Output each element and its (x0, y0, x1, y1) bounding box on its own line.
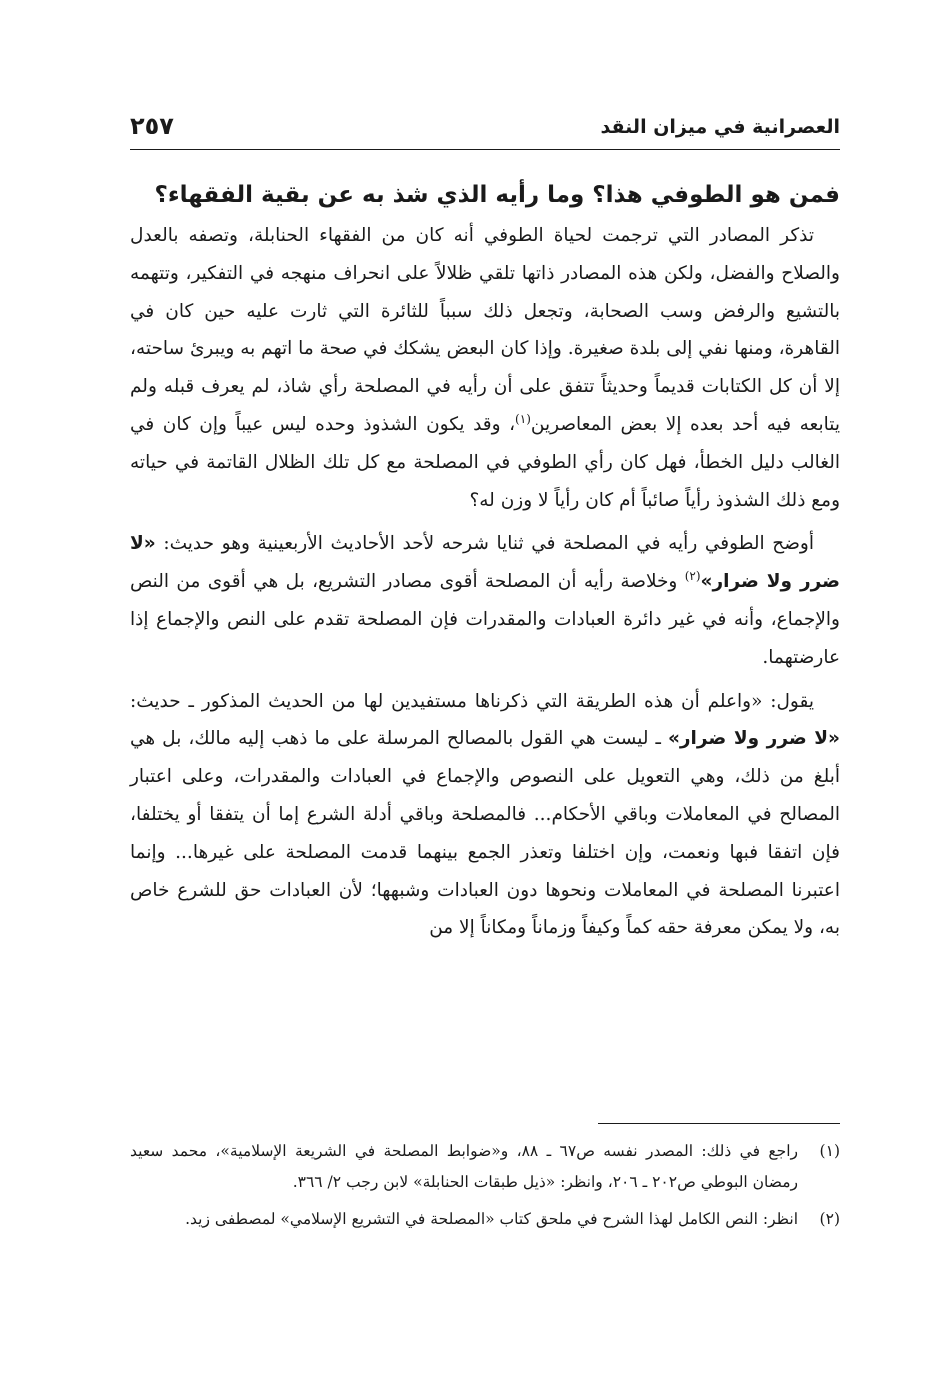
paragraph-1-text-a: تذكر المصادر التي ترجمت لحياة الطوفي أنه كان من الفقهاء الحنابلة، وتصفه بالعدل والصلاح والفضل، ولكن هذه المصادر ذاتها تلقي ظلالاً على انحراف منهجه في التفكير، وتتهمه بالتشيع والرفض وسب الصحابة، وتجعل ذلك سبباً للثائرة التي ثارت عليه حين كان في القاهرة، ومنها نفي إلى بلدة صغيرة. وإذا كان البعض يشكك في صحة ما اتهم به ويبرئ ساحته، إلا أن كل الكتابات قديماً وحديثاً تتفق على أن رأيه في المصلحة رأي شاذ، لم يعرف قبله ولم يتابعه فيه أحد بعده إلا بعض المعاصرين (130, 225, 840, 435)
page-number: ٢٥٧ (130, 112, 174, 140)
hadith-quote: «لا ضرر ولا ضرار» (667, 728, 840, 750)
section-heading: فمن هو الطوفي هذا؟ وما رأيه الذي شذ به عن بقية الفقهاء؟ (154, 182, 840, 208)
footnote-number: (١) (819, 1142, 840, 1160)
footnote-ref-2: (٢) (684, 569, 701, 584)
footnote-number: (٢) (819, 1210, 840, 1228)
paragraph-3-text-a: يقول: «واعلم أن هذه الطريقة التي ذكرناها مستفيدين لها من الحديث المذكور ـ حديث: (130, 690, 814, 712)
footnotes (130, 1136, 840, 1241)
footnote-1 (130, 1136, 840, 1198)
footnote-separator (598, 1123, 840, 1124)
paragraph-2-text-a: أوضح الطوفي رأيه في المصلحة في ثنايا شرحه لأحد الأحاديث الأربعينية وهو حديث: (155, 533, 814, 555)
running-title: العصرانية في ميزان النقد (600, 116, 840, 138)
paragraph-3 (130, 683, 840, 948)
paragraph-1-text-b: ، وقد يكون الشذوذ وحده ليس عيباً وإن كان في الغالب دليل الخطأ، فهل كان رأي الطوفي في المصلحة مع كل تلك الظلال القاتمة في حياته ومع ذلك الشذوذ رأياً صائباً أم كان رأياً لا وزن له؟ (130, 413, 840, 511)
footnote-2 (130, 1204, 840, 1235)
hadith-quote: «لا ضرر ولا ضرار» (130, 533, 840, 593)
paragraph-2-text-b: وخلاصة رأيه أن المصلحة أقوى مصادر التشريع، بل هي أقوى من النص والإجماع، وأنه في غير دائرة العبادات والمقدرات فإن المصلحة تقدم على النص والإجماع إذا عارضتهما. (130, 571, 840, 668)
paragraph-2 (130, 525, 840, 676)
page-header (130, 112, 840, 148)
main-text (130, 175, 840, 953)
paragraph-1 (130, 217, 840, 519)
paragraph-3-text-b: ـ ليست هي القول بالمصالح المرسلة على ما ذهب إليه مالك، بل هي أبلغ من ذلك، وهي التعويل على النصوص والإجماع في العبادات والمقدرات، وعلى اعتبار المصالح في المعاملات وباقي الأحكام... فالمصلحة وباقي أدلة الشرع إما أن يتفقا أو يختلفا، فإن اتفقا فبها ونعمت، وإن اختلفا وتعذر الجمع بينهما قدمت المصلحة على غيرها... وإنما اعتبرنا المصلحة في المعاملات ونحوها دون العبادات وشبهها؛ لأن العبادات حق للشرع خاص به، ولا يمكن معرفة حقه كماً وكيفاً وزماناً ومكاناً إلا من (130, 728, 840, 939)
footnote-ref-1: (١) (515, 411, 531, 426)
footnote-text: انظر: النص الكامل لهذا الشرح في ملحق كتاب «المصلحة في التشريع الإسلامي» لمصطفى زيد. (185, 1210, 798, 1228)
header-rule (130, 149, 840, 150)
footnote-text: راجع في ذلك: المصدر نفسه ص٦٧ ـ ٨٨، و«ضوابط المصلحة في الشريعة الإسلامية»، محمد سعيد رمضان البوطي ص٢٠٢ ـ ٢٠٦، وانظر: «ذيل طبقات الحنابلة» لابن رجب ٢/ ٣٦٦. (130, 1142, 798, 1191)
